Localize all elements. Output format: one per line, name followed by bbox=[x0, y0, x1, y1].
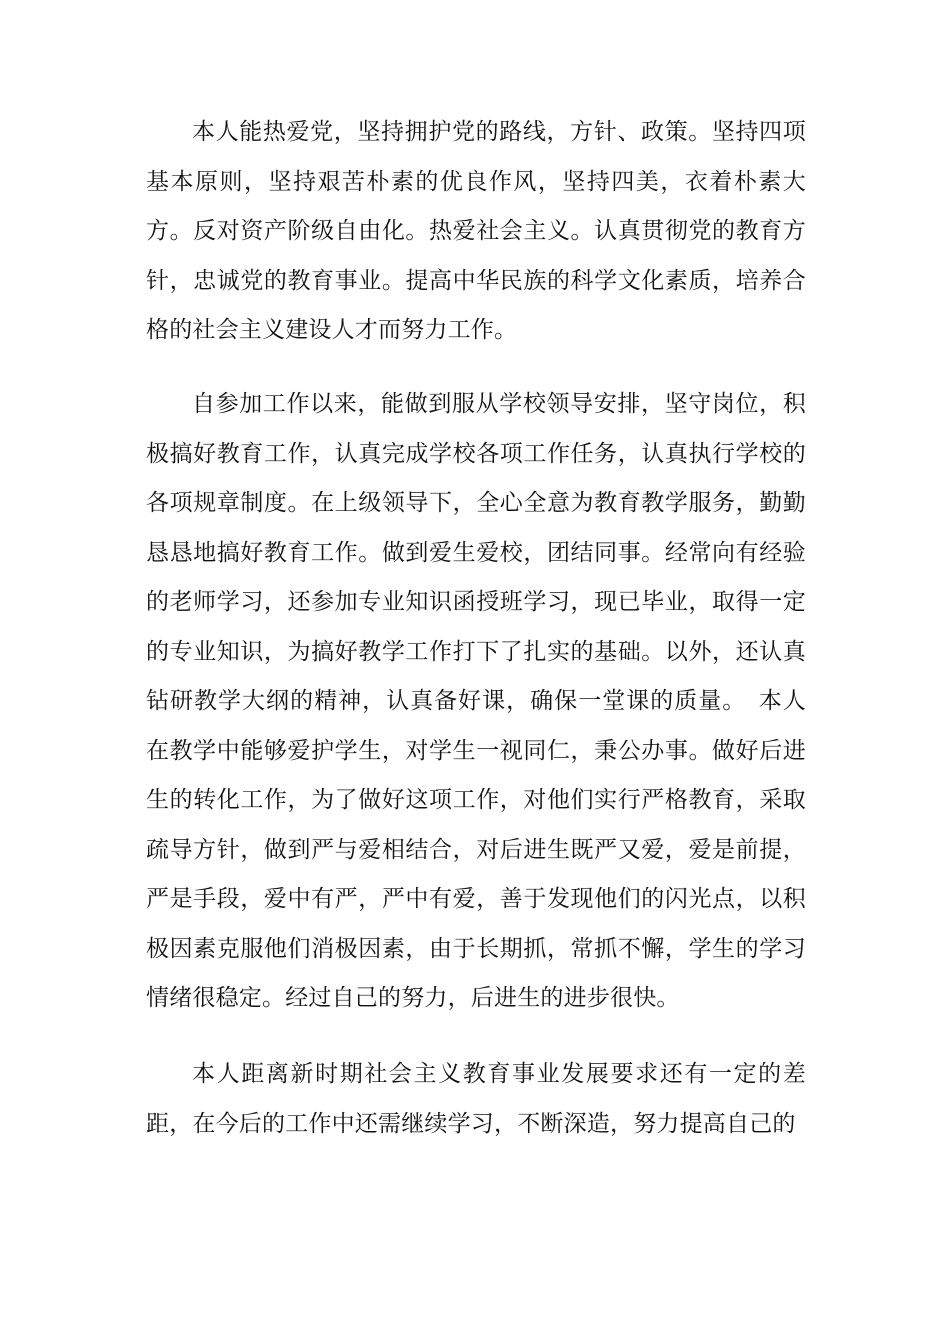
paragraph-text: 本人距离新时期社会主义教育事业发展要求还有一定的差距，在今后的工作中还需继续学习，不断深造，努力提高自己的 bbox=[146, 1061, 806, 1137]
paragraph-text: 本人能热爱党，坚持拥护党的路线，方针、政策。坚持四项基本原则，坚持艰苦朴素的优良作风，坚持四美，衣着朴素大方。反对资产阶级自由化。热爱社会主义。认真贯彻党的教育方针，忠诚党的教育事业。提高中华民族的科学文化素质，培养合格的社会主义建设人才而努力工作。 bbox=[146, 119, 806, 343]
paragraph-text: 自参加工作以来，能做到服从学校领导安排，坚守岗位，积极搞好教育工作，认真完成学校各项工作任务，认真执行学校的各项规章制度。在上级领导下，全心全意为教育教学服务，勤勤恳恳地搞好教育工作。做到爱生爱校，团结同事。经常向有经验的老师学习，还参加专业知识函授班学习，现已毕业，取得一定的专业知识，为搞好教学工作打下了扎实的基础。以外，还认真钻研教学大纲的精神，认真备好课，确保一堂课的质量。 本人在教学中能够爱护学生，对学生一视同仁，秉公办事。做好后进生的转化工作，为了做好这项工作，对他们实行严格教育，采取疏导方针，做到严与爱相结合，对后进生既严又爱，爱是前提，严是手段，爱中有严，严中有爱，善于发现他们的闪光点，以积极因素克服他们消极因素，由于长期抓，常抓不懈，学生的学习情绪很稳定。经过自己的努力，后进生的进步很快。 bbox=[146, 391, 806, 1011]
paragraph-political-stance bbox=[146, 108, 806, 356]
paragraph-self-improvement bbox=[146, 1050, 806, 1149]
paragraph-work-performance bbox=[146, 380, 806, 1024]
